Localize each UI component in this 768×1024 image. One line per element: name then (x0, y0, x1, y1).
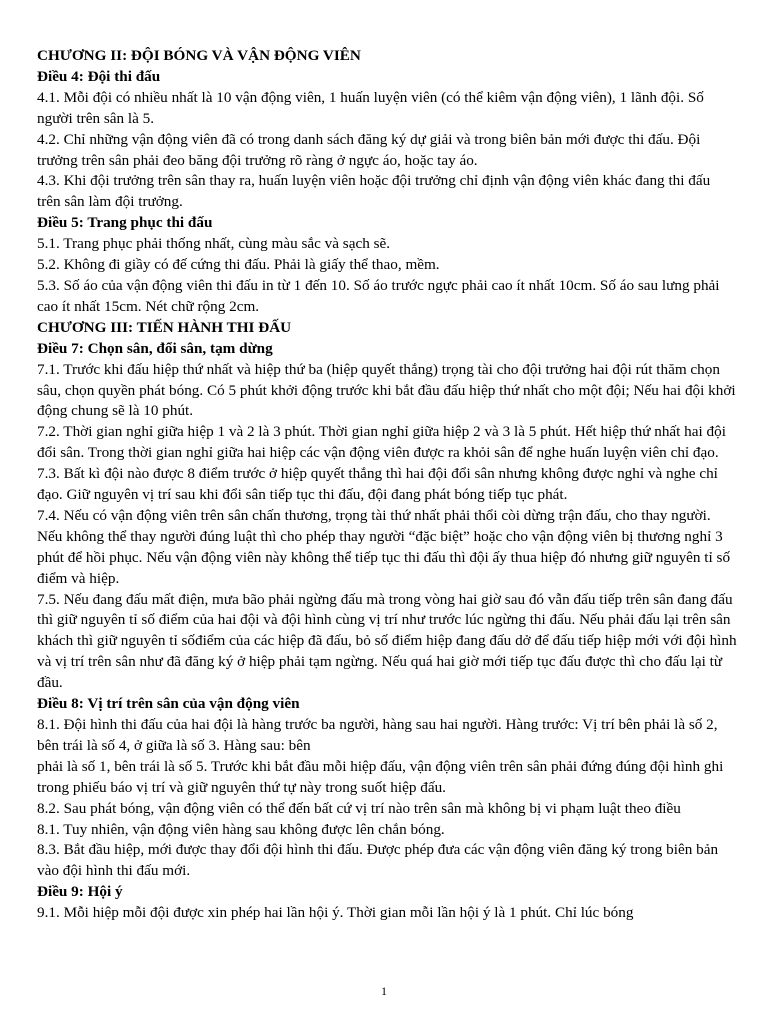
article-4-heading: Điều 4: Đội thi đấu (37, 67, 161, 85)
paragraph-7-3: 7.3. Bất kì đội nào được 8 điểm trước ở hiệp quyết thắng thì hai đội đổi sân nhưng không được nghỉ và nghe chỉ đạo. Giữ nguyên vị trí sau khi đổi sân tiếp tục thi đấu, đội đang phát bóng tiếp tục phát. (37, 465, 718, 504)
paragraph-4-1: 4.1. Mỗi đội có nhiều nhất là 10 vận động viên, 1 huấn luyện viên (có thể kiêm vận động viên), 1 lãnh đội. Số người trên sân là 5. (37, 88, 704, 127)
article-9-heading: Điều 9: Hội ý (37, 883, 123, 901)
chapter-3-heading: CHƯƠNG III: TIẾN HÀNH THI ĐẤU (37, 318, 292, 336)
paragraph-8-1: 8.1. Đội hình thi đấu của hai đội là hàng trước ba người, hàng sau hai người. Hàng trước: Vị trí bên phải là số 2, bên trái là số 4, ở giữa là số 3. Hàng sau: bên (37, 716, 718, 754)
paragraph-7-4: 7.4. Nếu có vận động viên trên sân chấn thương, trọng tài thứ nhất phải thổi còi dừng trận đấu, cho thay người. Nếu không thể thay người đúng luật thì cho phép thay người “đặc biệt” hoặc cho vận động viên bị thương nghỉ 3 phút để hồi phục. Nếu vận động viên này không thể tiếp tục thi đấu thì đội ấy thua hiệp đó nhưng giữ nguyên tỉ số điểm và hiệp. (37, 506, 731, 587)
paragraph-8-1-continued: phải là số 1, bên trái là số 5. Trước khi bắt đầu mỗi hiệp đấu, vận động viên trên sân phải đứng đúng đội hình ghi trong phiếu báo vị trí và giữ nguyên thứ tự này trong suốt hiệp đấu. (37, 757, 724, 796)
article-8-heading: Điều 8: Vị trí trên sân của vận động viên (37, 695, 300, 713)
document-body (37, 46, 737, 924)
paragraph-4-2: 4.2. Chỉ những vận động viên đã có trong danh sách đăng ký dự giải và trong biên bản mới được thi đấu. Đội trưởng trên sân phải đeo băng đội trưởng rõ ràng ở ngực áo, hoặc tay áo. (37, 130, 701, 169)
paragraph-8-2: 8.2. Sau phát bóng, vận động viên có thể đến bất cứ vị trí nào trên sân mà không bị vi phạm luật theo điều (37, 799, 681, 817)
paragraph-5-2: 5.2. Không đi giầy có đế cứng thi đấu. Phải là giấy thể thao, mềm. (37, 256, 440, 274)
paragraph-5-3: 5.3. Số áo của vận động viên thi đấu in từ 1 đến 10. Số áo trước ngực phải cao ít nhất 10cm. Số áo sau lưng phải cao ít nhất 15cm. Nét chữ rộng 2cm. (37, 276, 720, 315)
paragraph-7-5: 7.5. Nếu đang đấu mất điện, mưa bão phải ngừng đấu mà trong vòng hai giờ sau đó vẫn đấu tiếp trên sân đang đấu thì giữ nguyên tỉ số điểm của hai đội và đội hình cùng vị trí như trước lúc ngừng thi đấu. Nếu phải đấu lại trên sân khách thì giữ nguyên tỉ sốđiểm của các hiệp đã đấu, bỏ số điểm hiệp đang đấu dở để đấu tiếp hiệp mới với đội hình và vị trí trên sân như đã đăng ký ở hiệp phải tạm ngừng. Nếu quá hai giờ mới tiếp tục đấu được thì cho đấu lại từ đầu. (37, 590, 737, 692)
paragraph-8-2-continued: 8.1. Tuy nhiên, vận động viên hàng sau không được lên chắn bóng. (37, 820, 445, 838)
paragraph-7-1: 7.1. Trước khi đấu hiệp thứ nhất và hiệp thứ ba (hiệp quyết thắng) trọng tài cho đội trưởng hai đội rút thăm chọn sâu, chọn quyền phát bóng. Có 5 phút khởi động trước khi bắt đầu đấu hiệp thứ nhất cho một đội; Nếu hai đội khởi động chung sẽ là 10 phút. (37, 360, 736, 420)
chapter-2-heading: CHƯƠNG II: ĐỘI BÓNG VÀ VẬN ĐỘNG VIÊN (37, 47, 361, 64)
article-7-heading: Điều 7: Chọn sân, đổi sân, tạm dừng (37, 339, 273, 357)
paragraph-7-2: 7.2. Thời gian nghỉ giữa hiệp 1 và 2 là 3 phút. Thời gian nghỉ giữa hiệp 2 và 3 là 5 phút. Hết hiệp thứ nhất hai đội đổi sân. Trong thời gian nghỉ giữa hai hiệp các vận động viên được ra khỏi sân để nghe huấn luyện viên chỉ đạo. (37, 423, 726, 462)
paragraph-4-3: 4.3. Khi đội trưởng trên sân thay ra, huấn luyện viên hoặc đội trưởng chỉ định vận động viên khác đang thi đấu trên sân làm đội trưởng. (37, 172, 711, 211)
article-5-heading: Điều 5: Trang phục thi đấu (37, 214, 213, 232)
paragraph-9-1: 9.1. Mỗi hiệp mỗi đội được xin phép hai lần hội ý. Thời gian mỗi lần hội ý là 1 phút. Chỉ lúc bóng (37, 904, 634, 922)
page-number: 1 (381, 984, 387, 998)
paragraph-8-3: 8.3. Bắt đầu hiệp, mới được thay đổi đội hình thi đấu. Được phép đưa các vận động viên đăng ký trong biên bản vào đội hình thi đấu mới. (37, 841, 719, 880)
paragraph-5-1: 5.1. Trang phục phải thống nhất, cùng màu sắc và sạch sẽ. (37, 235, 391, 253)
